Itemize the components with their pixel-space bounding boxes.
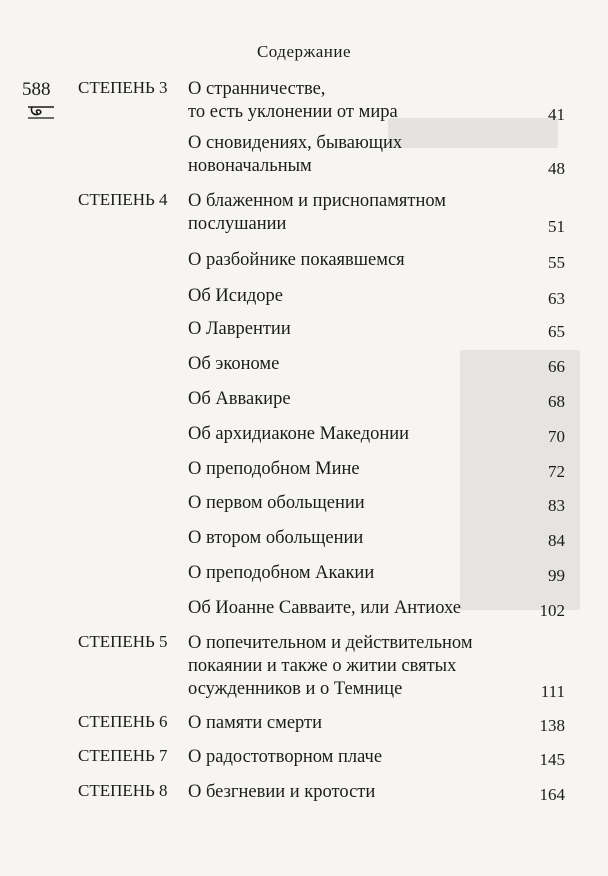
entry-title [188, 190, 528, 236]
page-reference: 55 [548, 253, 565, 272]
degree-label: СТЕПЕНЬ 5 [78, 632, 168, 651]
entry-title-line: О Лаврентии [188, 319, 291, 339]
page-reference: 51 [548, 217, 565, 236]
degree-label: СТЕПЕНЬ 3 [78, 78, 168, 97]
page-reference: 99 [548, 566, 565, 585]
degree-label: СТЕПЕНЬ 7 [78, 746, 168, 765]
page-reference: 70 [548, 427, 565, 446]
page-reference: 65 [548, 322, 565, 341]
entry-title [188, 423, 528, 446]
entry-title-line: новоначальным [188, 156, 312, 176]
entry-title-line: О втором обольщении [188, 528, 364, 548]
page-reference: 41 [548, 105, 565, 124]
entry-title-line: покаянии и также о житии святых [188, 656, 457, 676]
entry-title-line: О безгневии и кротости [188, 782, 376, 802]
entry-title-line: Об Иоанне Савваите, или Антиохе [188, 598, 461, 618]
entry-title [188, 527, 528, 550]
page-reference: 83 [548, 496, 565, 515]
page-reference: 138 [539, 716, 565, 735]
entry-title-line: О попечительном и действительном [188, 633, 473, 653]
entry-title [188, 562, 528, 585]
page-reference: 111 [540, 682, 565, 701]
entry-title [188, 712, 528, 735]
page-reference: 102 [539, 601, 565, 620]
page-header: Содержание [256, 42, 352, 61]
entry-title-line: О первом обольщении [188, 493, 365, 513]
page-reference: 72 [548, 462, 565, 481]
entry-title [188, 597, 528, 620]
page-reference: 145 [539, 750, 565, 769]
page-number: 588 [22, 79, 51, 100]
entry-title [188, 388, 528, 411]
entry-title-line: О радостотворном плаче [188, 747, 383, 767]
page-reference: 48 [548, 159, 565, 178]
page-reference: 68 [548, 392, 565, 411]
entry-title [188, 285, 528, 308]
entry-title [188, 458, 528, 481]
entry-title [188, 746, 528, 769]
entry-title-line: О сновидениях, бывающих [188, 133, 403, 153]
page-reference: 84 [548, 531, 565, 550]
ornament-icon [26, 104, 56, 120]
entry-title [188, 132, 528, 178]
entry-title [188, 781, 528, 804]
entry-title [188, 632, 528, 701]
entry-title [188, 353, 528, 376]
entry-title [188, 249, 528, 272]
entry-title [188, 492, 528, 515]
entry-title-line: то есть уклонении от мира [188, 102, 398, 122]
entry-title-line: послушании [188, 214, 287, 234]
entry-title-line: О преподобном Мине [188, 459, 360, 479]
degree-label: СТЕПЕНЬ 4 [78, 190, 168, 209]
degree-label: СТЕПЕНЬ 8 [78, 781, 168, 800]
entry-title-line: Об Исидоре [188, 286, 283, 306]
entry-title-line: Об Аввакире [188, 389, 291, 409]
page-reference: 63 [548, 289, 565, 308]
entry-title-line: О разбойнике покаявшемся [188, 250, 405, 270]
entry-title [188, 78, 528, 124]
entry-title [188, 318, 528, 341]
entry-title-line: Об экономе [188, 354, 280, 374]
page-reference: 66 [548, 357, 565, 376]
entry-title-line: О памяти смерти [188, 713, 323, 733]
degree-label: СТЕПЕНЬ 6 [78, 712, 168, 731]
page-reference: 164 [539, 785, 565, 804]
entry-title-line: О странничестве, [188, 79, 326, 99]
entry-title-line: осужденников и о Темнице [188, 679, 403, 699]
entry-title-line: О преподобном Акакии [188, 563, 375, 583]
entry-title-line: Об архидиаконе Македонии [188, 424, 410, 444]
entry-title-line: О блаженном и приснопамятном [188, 191, 447, 211]
